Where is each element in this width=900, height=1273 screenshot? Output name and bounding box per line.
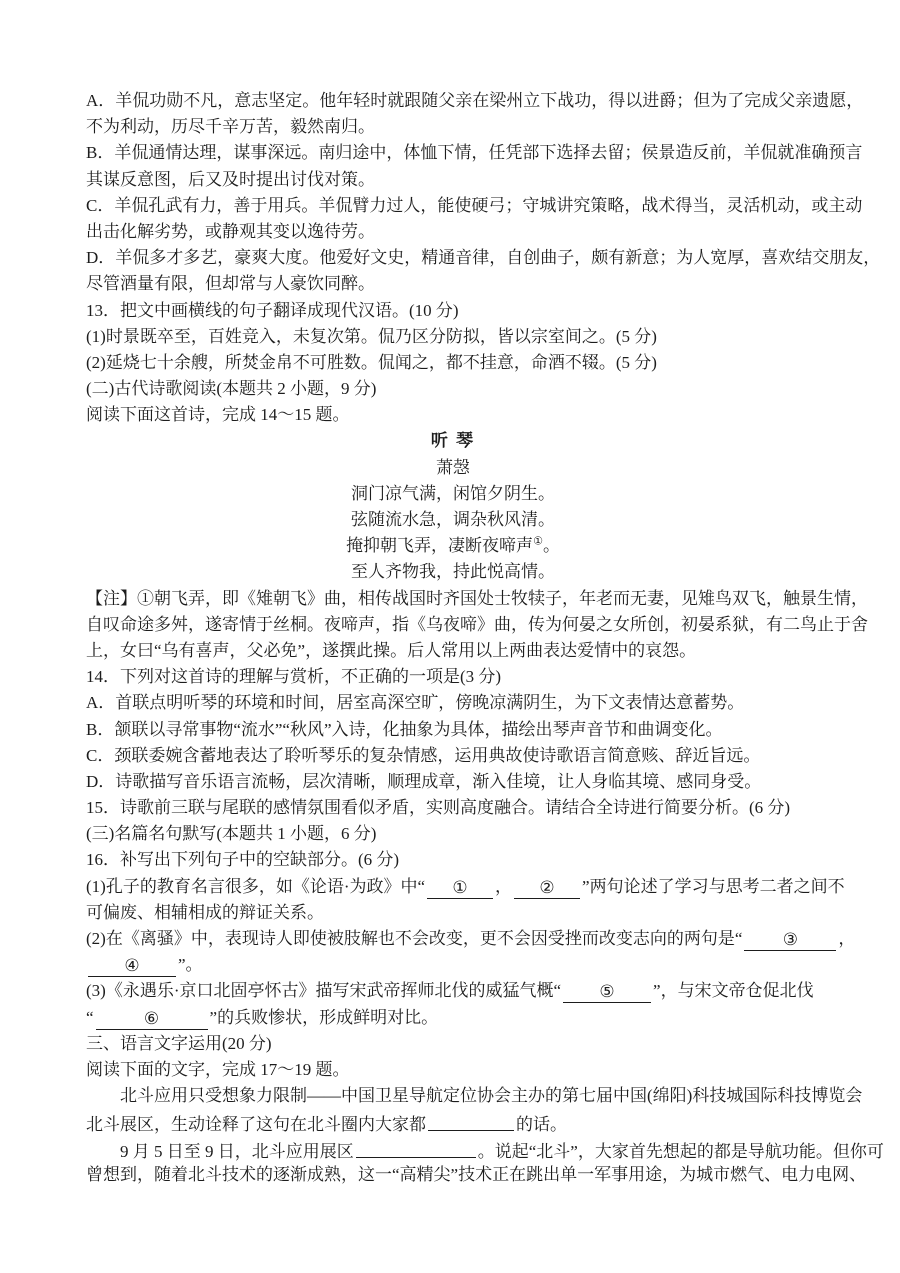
text-line	[86, 978, 820, 1004]
text-segment: ”的兵败惨状，形成鲜明对比。	[209, 1007, 439, 1027]
text-segment: 至人齐物我，持此悦高情。	[351, 562, 555, 582]
text-line	[86, 743, 820, 769]
text-segment: 其谋反意图，后又及时提出讨伐对策。	[86, 169, 375, 189]
text-line	[86, 690, 820, 716]
text-segment: 16．补写出下列句子中的空缺部分。(6 分)	[86, 850, 400, 870]
text-segment: 阅读下面的文字，完成 17～19 题。	[86, 1059, 350, 1079]
question-16	[86, 847, 820, 873]
text-segment: A．首联点明听琴的环境和时间，居室高深空旷，傍晚凉满阴生，为下文表情达意蓄势。	[86, 693, 745, 713]
text-segment: (三)名篇名句默写(本题共 1 小题，6 分)	[86, 824, 377, 844]
section-heading	[86, 376, 820, 402]
numbered-answer-blank: ④	[88, 955, 176, 977]
note-reference-mark: ①	[533, 535, 543, 548]
poem-line	[86, 507, 820, 533]
text-segment: 可偏废、相辅相成的辩证关系。	[86, 902, 324, 922]
text-line	[86, 1162, 867, 1188]
text-segment: 萧愨	[436, 457, 470, 477]
text-segment: “	[86, 1007, 94, 1027]
numbered-answer-blank: ①	[427, 877, 493, 899]
text-segment: 听 琴	[430, 431, 476, 451]
text-line	[86, 900, 820, 926]
text-line	[86, 1136, 884, 1162]
fill-in-blank	[356, 1136, 476, 1158]
text-line	[86, 402, 820, 428]
text-segment: 9 月 5 日至 9 日，北斗应用展区	[120, 1141, 354, 1161]
text-line	[86, 1109, 820, 1135]
text-line	[86, 874, 845, 900]
text-segment: D．羊侃多才多艺，豪爽大度。他爱好文史，精通音律，自创曲子，颇有新意；为人宽厚，喜欢结交朋友，	[86, 248, 881, 268]
text-segment: 北斗展区，生动诠释了这句在北斗圈内大家都	[86, 1115, 426, 1135]
poem-line	[86, 533, 820, 559]
text-line	[86, 114, 820, 140]
text-segment: D．诗歌描写音乐语言流畅，层次清晰，顺理成章，渐入佳境，让人身临其境、感同身受。	[86, 771, 762, 791]
poem-note	[86, 586, 868, 612]
section-heading	[86, 821, 820, 847]
text-line	[86, 1083, 863, 1109]
poem-title	[86, 428, 820, 454]
text-line	[86, 219, 820, 245]
text-segment: 不为利动，历尽千辛万苦，毅然南归。	[86, 117, 375, 137]
text-segment: A．羊侃功勋不凡，意志坚定。他年轻时就跟随父亲在梁州立下战功，得以进爵；但为了完成父亲遗愿，	[86, 91, 864, 110]
text-segment: 弦随流水急，调杂秋风清。	[351, 510, 555, 529]
text-segment: B．颔联以寻常事物“流水”“秋风”入诗，化抽象为具体，描绘出琴声音节和曲调变化。	[86, 719, 723, 739]
text-segment: 自叹命途多舛，遂寄情于丝桐。夜啼声，指《乌夜啼》曲，传为何晏之女所创，初晏系狱，有二鸟止于舍	[86, 614, 868, 634]
text-segment: 尽管酒量有限，但却常与人豪饮同醉。	[86, 274, 375, 294]
poem-line	[86, 559, 820, 585]
poem-author	[86, 455, 820, 481]
text-segment: C．羊侃孔武有力，善于用兵。羊侃臂力过人，能使硬弓；守城讲究策略，战术得当，灵活机动，或主动	[86, 195, 863, 215]
text-segment: 的话。	[516, 1115, 567, 1135]
text-segment: (2)在《离骚》中，表现诗人即使被肢解也不会改变，更不会因受挫而改变志向的两句是“	[86, 929, 743, 948]
text-segment: 14．下列对这首诗的理解与赏析，不正确的一项是(3 分)	[86, 667, 502, 687]
text-line	[86, 769, 820, 795]
document-body	[86, 88, 884, 1188]
text-line	[86, 324, 820, 350]
text-segment: 掩抑朝飞弄，凄断夜啼声	[346, 536, 534, 556]
question-13	[86, 298, 820, 324]
text-line	[86, 350, 820, 376]
text-segment: (2)延烧七十余艘，所焚金帛不可胜数。侃闻之，都不挂意，命酒不辍。(5 分)	[86, 352, 657, 372]
text-segment: 曾想到，随着北斗技术的逐渐成熟，这一“高精尖”技术正在跳出单一军事用途，为城市燃气、电力电网、	[86, 1164, 867, 1184]
section-heading	[86, 1031, 820, 1057]
text-segment: (3)《永遇乐·京口北固亭怀古》描写宋武帝挥师北伐的威猛气概“	[86, 981, 562, 1001]
numbered-answer-blank: ⑤	[563, 981, 651, 1003]
text-segment: 【注】①朝飞弄，即《雉朝飞》曲，相传战国时齐国处士牧犊子，年老而无妻，见雉鸟双飞，触景生情，	[86, 588, 868, 608]
text-line	[86, 193, 863, 219]
text-segment: ，	[495, 876, 513, 896]
text-segment: (二)古代诗歌阅读(本题共 2 小题，9 分)	[86, 379, 377, 399]
numbered-answer-blank: ②	[514, 877, 580, 899]
text-segment: 。说起“北斗”，大家首先想起的都是导航功能。但你可	[477, 1141, 884, 1161]
text-line	[86, 167, 820, 193]
text-segment: 阅读下面这首诗，完成 14～15 题。	[86, 405, 350, 425]
text-segment: (1)时景既卒至，百姓竞入，未复次第。侃乃区分防拟，皆以宗室间之。(5 分)	[86, 326, 657, 346]
text-segment: ”。	[178, 955, 203, 975]
text-segment: 出击化解劣势，或静观其变以逸待劳。	[86, 221, 375, 241]
text-line	[86, 1057, 820, 1083]
text-segment: C．颈联委婉含蓄地表达了聆听琴乐的复杂情感，运用典故使诗歌语言简意赅、辞近旨远。	[86, 745, 761, 765]
text-segment: 。	[542, 536, 560, 556]
text-segment: ，	[838, 929, 856, 948]
text-segment: 三、语言文字运用(20 分)	[86, 1033, 272, 1053]
text-segment: 15．诗歌前三联与尾联的感情氛围看似矛盾，实则高度融合。请结合全诗进行简要分析。(6 分)	[86, 798, 791, 818]
text-segment: 北斗应用只受想象力限制——中国卫星导航定位协会主办的第七届中国(绵阳)科技城国际科技博览会	[120, 1086, 863, 1106]
text-line	[86, 88, 864, 114]
text-line	[86, 271, 820, 297]
text-line	[86, 140, 863, 166]
text-segment: 上，女曰“乌有喜声，父必免”，遂撰此操。后人常用以上两曲表达爱情中的哀怨。	[86, 640, 697, 660]
text-line	[86, 612, 868, 638]
text-line	[86, 952, 820, 978]
text-segment: 13．把文中画横线的句子翻译成现代汉语。(10 分)	[86, 300, 459, 320]
text-segment: ”，与宋文帝仓促北伐	[653, 981, 814, 1001]
text-segment: 洞门凉气满，闲馆夕阴生。	[351, 483, 555, 503]
question-15	[86, 795, 820, 821]
poem-line	[86, 481, 820, 507]
text-line	[86, 638, 820, 664]
numbered-answer-blank: ③	[744, 929, 836, 951]
question-14	[86, 664, 820, 690]
text-segment: ”两句论述了学习与思考二者之间不	[582, 876, 845, 896]
text-line	[86, 926, 856, 952]
text-segment: B．羊侃通情达理，谋事深远。南归途中，体恤下情，任凭部下选择去留；侯景造反前，羊侃就准确预言	[86, 143, 863, 163]
numbered-answer-blank: ⑥	[96, 1008, 208, 1030]
text-line	[86, 245, 881, 271]
text-line	[86, 717, 820, 743]
fill-in-blank	[428, 1109, 514, 1131]
text-segment: (1)孔子的教育名言很多，如《论语·为政》中“	[86, 876, 426, 896]
text-line	[86, 1005, 820, 1031]
